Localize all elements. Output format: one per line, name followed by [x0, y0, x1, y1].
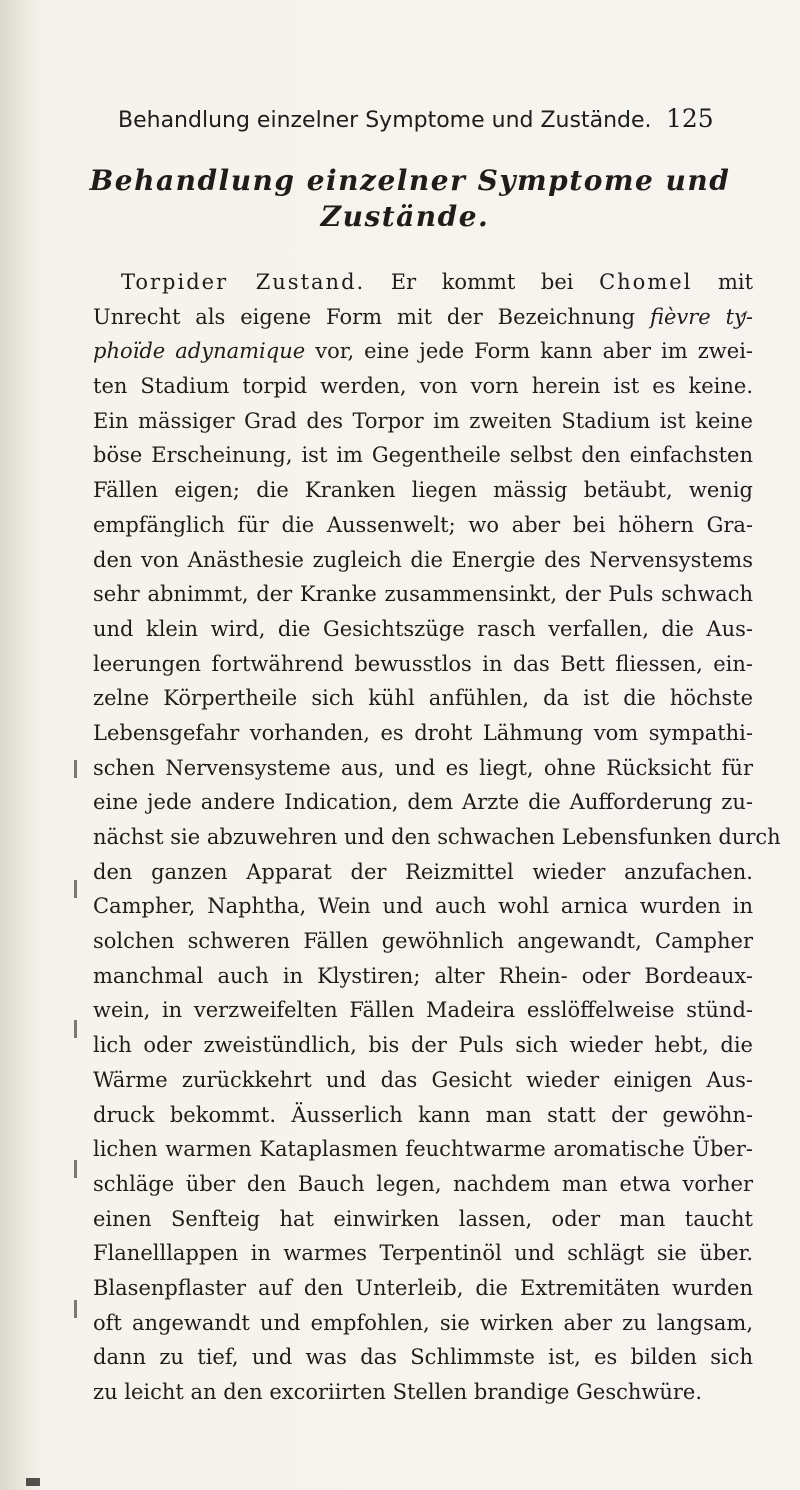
margin-mark: [74, 1300, 77, 1318]
text-line: druck bekommt. Äusserlich kann man statt der gewöhn-: [93, 1102, 753, 1127]
margin-mark: [74, 1020, 77, 1038]
text-line: zelne Körpertheile sich kühl anfühlen, da ist die höchste: [93, 686, 753, 711]
running-title: Behandlung einzelner Symptome und Zustände.: [118, 108, 652, 133]
text-line: Torpider Zustand. Er kommt bei Chomel mit: [121, 270, 754, 294]
text-line: nächst sie abzuwehren und den schwachen Lebensfunken durch: [93, 825, 781, 849]
running-head: [0, 78, 800, 133]
text-line: oft angewandt und empfohlen, sie wirken aber zu langsam,: [93, 1310, 753, 1335]
text-line: schläge über den Bauch legen, nachdem man etwa vorher: [93, 1171, 753, 1196]
text-line: ten Stadium torpid werden, von vorn herein ist es keine.: [93, 374, 753, 399]
text-line: lich oder zweistündlich, bis der Puls sich wieder hebt, die: [93, 1033, 753, 1058]
text-line: leerungen fortwährend bewusstlos in das Bett fliessen, ein-: [93, 651, 753, 676]
text-line: Unrecht als eigene Form mit der Bezeichnung fièvre ty-: [93, 304, 753, 329]
italic-term: phoïde adynamique: [93, 339, 306, 364]
text-line: sehr abnimmt, der Kranke zusammensinkt, der Puls schwach: [93, 582, 753, 607]
text-line: wein, in verzweifelten Fällen Madeira esslöffelweise stünd-: [93, 998, 753, 1023]
text-line: dann zu tief, und was das Schlimmste ist, es bilden sich: [93, 1345, 753, 1370]
margin-mark: [74, 880, 77, 898]
text-line: empfänglich für die Aussenwelt; wo aber bei höhern Gra-: [93, 512, 753, 537]
text-line: Wärme zurückkehrt und das Gesicht wieder einigen Aus-: [93, 1067, 753, 1092]
author-name-chomel: Chomel: [599, 270, 693, 294]
text-line: eine jede andere Indication, dem Arzte die Aufforderung zu-: [93, 790, 753, 815]
text-line: und klein wird, die Gesichtszüge rasch verfallen, die Aus-: [93, 616, 753, 641]
subheading-torpider-zustand: Torpider Zustand.: [121, 270, 366, 294]
text-line: zu leicht an den excoriirten Stellen brandige Geschwüre.: [93, 1380, 703, 1404]
text-line: böse Erscheinung, ist im Gegentheile selbst den einfachsten: [93, 443, 753, 468]
text-line: den von Anästhesie zugleich die Energie des Nervensystems: [93, 547, 753, 572]
text-line: Lebensgefahr vorhanden, es droht Lähmung vom sympathi-: [93, 720, 753, 745]
text-line: Fällen eigen; die Kranken liegen mässig betäubt, wenig: [93, 478, 753, 503]
text-line: Flanelllappen in warmes Terpentinöl und schlägt sie über.: [93, 1241, 753, 1266]
text-line: phoïde adynamique vor, eine jede Form kann aber im zwei-: [93, 339, 754, 364]
margin-mark: [74, 1160, 77, 1178]
text-line: manchmal auch in Klystiren; alter Rhein- oder Bordeaux-: [93, 963, 753, 988]
text-line: einen Senfteig hat einwirken lassen, oder man taucht: [93, 1206, 753, 1231]
text-line: schen Nervensysteme aus, und es liegt, ohne Rücksicht für: [93, 755, 753, 780]
body-text: [93, 265, 781, 1410]
text-line: Ein mässiger Grad des Torpor im zweiten Stadium ist keine: [93, 408, 753, 433]
section-heading-line-1: Behandlung einzelner Symptome und: [89, 164, 731, 197]
page-number: 125: [666, 104, 714, 133]
margin-marks: [60, 260, 88, 1460]
section-heading: [0, 163, 800, 235]
text-line: den ganzen Apparat der Reizmittel wieder anzufachen.: [93, 859, 753, 884]
section-heading-line-2: Zustände.: [320, 200, 490, 233]
margin-mark: [74, 760, 77, 778]
text-line: Blasenpflaster auf den Unterleib, die Extremitäten wurden: [93, 1275, 753, 1300]
italic-term: fièvre ty-: [649, 304, 753, 329]
corner-ink-mark: [26, 1478, 40, 1486]
text-line: solchen schweren Fällen gewöhnlich angewandt, Campher: [93, 929, 753, 954]
text-line: Campher, Naphtha, Wein und auch wohl arnica wurden in: [93, 894, 753, 919]
text-line: lichen warmen Kataplasmen feuchtwarme aromatische Über-: [93, 1137, 753, 1162]
